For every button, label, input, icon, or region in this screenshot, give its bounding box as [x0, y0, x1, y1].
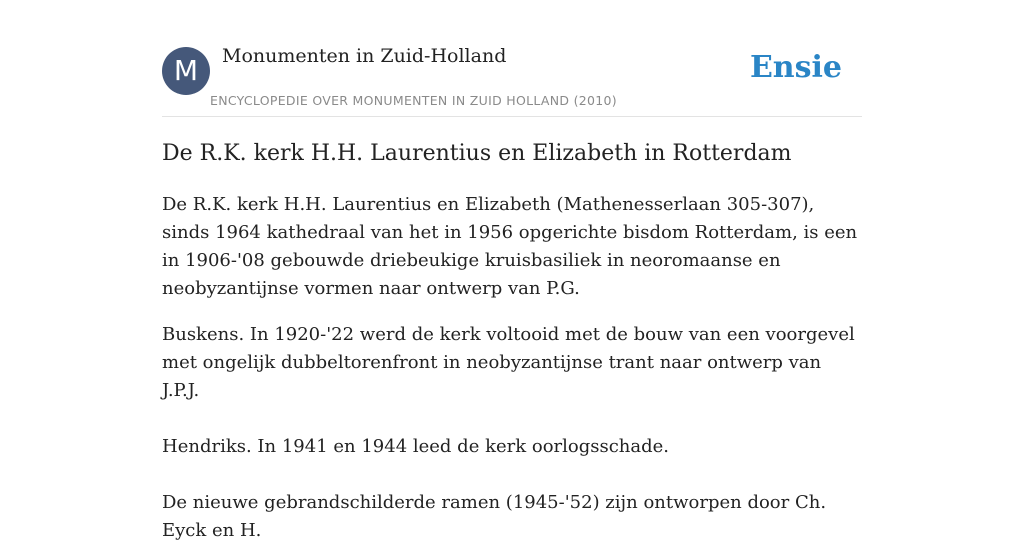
avatar[interactable]: M — [162, 47, 210, 95]
article-paragraph: Hendriks. In 1941 en 1944 leed de kerk oorlogsschade. — [162, 436, 670, 457]
article-paragraph: De nieuwe gebrandschilderde ramen (1945-'52) zijn ontworpen door Ch. Eyck en H. — [162, 492, 827, 541]
article-title: De R.K. kerk H.H. Laurentius en Elizabeth in Rotterdam — [162, 141, 792, 166]
header — [162, 40, 862, 117]
article — [162, 137, 862, 545]
ensie-logo[interactable]: Ensie — [749, 50, 842, 85]
article-paragraph: De R.K. kerk H.H. Laurentius en Elizabeth (Mathenesserlaan 305-307), sinds 1964 kathedraal van het in 1956 opgerichte bisdom Rotterdam, is een in 1906-'08 gebouwde driebeukige kruisbasiliek in neoromaanse en neobyzantijnse vormen naar ontwerp van P.G. — [162, 194, 858, 299]
article-paragraph: Buskens. In 1920-'22 werd de kerk voltooid met de bouw van een voorgevel met ongelijk dubbeltorenfront in neobyzantijnse trant naar ontwerp van J.P.J. — [162, 324, 855, 401]
site-title[interactable]: Monumenten in Zuid-Holland — [222, 45, 507, 67]
site-subtitle: ENCYCLOPEDIE OVER MONUMENTEN IN ZUID HOLLAND (2010) — [210, 93, 617, 108]
